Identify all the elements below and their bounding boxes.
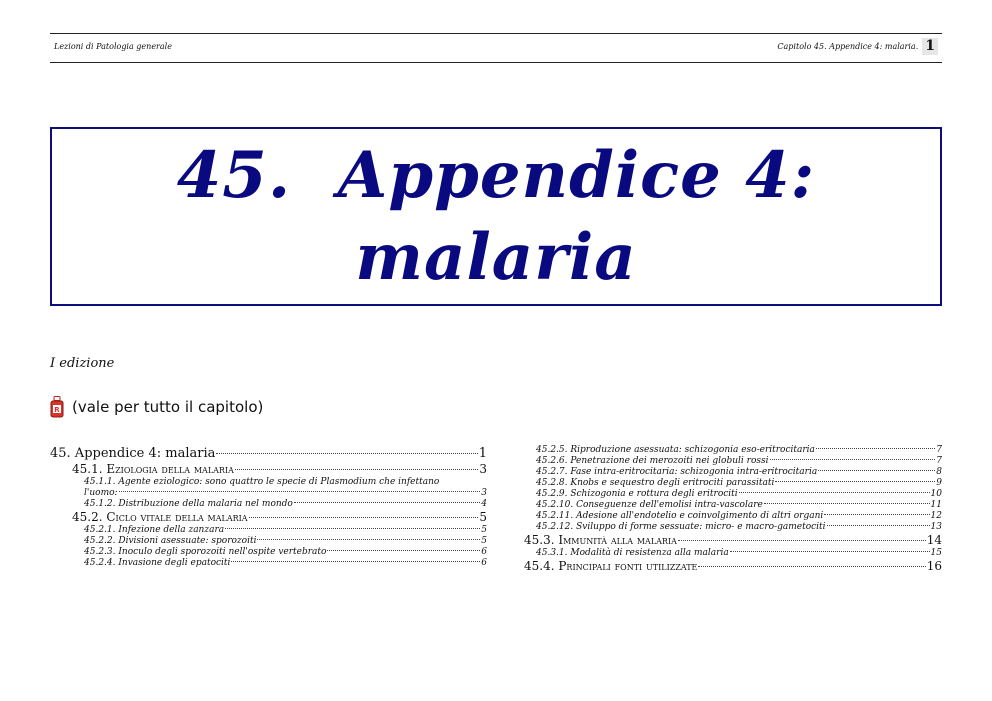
toc-left-column xyxy=(50,445,487,569)
header-chapter xyxy=(777,38,938,55)
toc-entry-page: 5 xyxy=(479,510,487,524)
toc-entry-title: 45.2.12. Sviluppo di forme sessuate: micro- e macro-gametociti xyxy=(536,522,826,532)
toc-entry-page: 4 xyxy=(481,499,487,509)
toc-entry-page: 8 xyxy=(936,467,942,477)
toc-entry-page: 10 xyxy=(930,489,942,499)
header-book-title: Lezioni di Patologia generale xyxy=(54,42,172,51)
toc-entry[interactable] xyxy=(524,533,942,548)
toc-entry-page: 15 xyxy=(930,548,942,558)
toc-entry[interactable] xyxy=(524,548,942,559)
toc-entry-page: 6 xyxy=(481,547,487,557)
page-header xyxy=(50,33,942,63)
toc-entry-title: 45. Appendice 4: malaria xyxy=(50,446,216,461)
page-number: 1 xyxy=(922,38,938,55)
chapter-title-box xyxy=(50,127,942,306)
toc-entry-page: 9 xyxy=(936,478,942,488)
toc-entry-title: 45.2. Ciclo vitale della malaria xyxy=(72,510,248,524)
toc-entry-title: 45.2.7. Fase intra-eritrocitaria: schizogonia intra-eritrocitaria xyxy=(536,467,818,477)
toc-entry[interactable] xyxy=(524,478,942,489)
toc-entry-page: 14 xyxy=(926,533,942,547)
toc-entry-page: 7 xyxy=(936,445,942,455)
toc-entry-title: 45.4. Principali fonti utilizzate xyxy=(524,559,698,573)
toc-entry-page: 5 xyxy=(481,525,487,535)
toc-entry-title: 45.2.9. Schizogonia e rottura degli eritrociti xyxy=(536,489,738,499)
toc-entry-title: 45.2.10. Conseguenze dell'emolisi intra-vascolare xyxy=(536,500,763,510)
toc-entry[interactable] xyxy=(50,510,487,525)
toc-entry-page: 3 xyxy=(479,462,487,476)
toc-entry[interactable] xyxy=(50,445,487,462)
toc-entry-title: 45.3.1. Modalità di resistenza alla malaria xyxy=(536,548,729,558)
toc-leader xyxy=(698,566,925,567)
toc-entry-title: 45.3. Immunità alla malaria xyxy=(524,533,677,547)
toc-entry-page: 16 xyxy=(926,559,942,573)
toc-leader xyxy=(818,470,935,471)
toc-entry[interactable] xyxy=(524,489,942,500)
toc-entry[interactable] xyxy=(524,559,942,574)
chapter-title-line2: malaria xyxy=(355,219,637,295)
toc-entry-title: 45.2.6. Penetrazione dei merozoiti nei globuli rossi xyxy=(536,456,769,466)
toc-entry-title: 45.2.4. Invasione degli epatociti xyxy=(84,558,231,568)
prescription-note xyxy=(50,396,263,418)
prescription-note-text: (vale per tutto il capitolo) xyxy=(72,398,264,416)
toc-entry[interactable] xyxy=(50,558,487,569)
chapter-title-line1: 45. Appendice 4: xyxy=(176,137,816,213)
toc-entry-title: 45.2.2. Divisioni asessuate: sporozoiti xyxy=(84,536,257,546)
toc-entry-page: 12 xyxy=(930,511,942,521)
toc-entry-title: 45.1. Eziologia della malaria xyxy=(72,462,234,476)
toc-entry-page: 11 xyxy=(930,500,942,510)
toc-leader xyxy=(235,469,478,470)
toc-right-column xyxy=(524,445,942,574)
toc-leader xyxy=(249,517,479,518)
toc-entry[interactable] xyxy=(50,547,487,558)
toc-leader xyxy=(231,561,480,562)
toc-entry[interactable] xyxy=(524,522,942,533)
toc-entry-title: 45.2.11. Adesione all'endotelio e coinvolgimento di altri organi xyxy=(536,511,824,521)
toc-leader xyxy=(739,492,930,493)
svg-text:R: R xyxy=(54,406,60,414)
toc-entry-title: 45.2.5. Riproduzione asessuata: schizogonia eso-eritrocitaria xyxy=(536,445,815,455)
toc-entry-page: 3 xyxy=(481,488,487,498)
toc-entry-title: 45.1.1. Agente eziologico: sono quattro le specie di Plasmodium che infettano xyxy=(84,477,440,487)
toc-leader xyxy=(294,502,480,503)
toc-entry-page: 5 xyxy=(481,536,487,546)
toc-entry-page: 13 xyxy=(930,522,942,532)
toc-entry[interactable] xyxy=(524,467,942,478)
toc-entry[interactable] xyxy=(50,499,487,510)
toc-entry-title: 45.2.8. Knobs e sequestro degli eritrociti parassitati xyxy=(536,478,775,488)
chapter-title xyxy=(177,135,816,299)
toc-entry[interactable] xyxy=(524,500,942,511)
toc-entry-title-continued: l'uomo: xyxy=(84,488,118,498)
toc-leader xyxy=(816,448,935,449)
toc-entry[interactable] xyxy=(524,445,942,456)
toc-leader xyxy=(775,481,935,482)
toc-leader xyxy=(225,528,480,529)
toc-leader xyxy=(770,459,936,460)
prescription-icon xyxy=(50,396,64,418)
toc-leader xyxy=(764,503,930,504)
edition-label: I edizione xyxy=(50,356,115,371)
toc-leader xyxy=(678,540,926,541)
toc-leader xyxy=(119,491,481,492)
toc-entry[interactable] xyxy=(50,525,487,536)
toc-entry[interactable] xyxy=(524,456,942,467)
toc-entry-page: 6 xyxy=(481,558,487,568)
toc-entry-title: 45.2.3. Inoculo degli sporozoiti nell'ospite vertebrato xyxy=(84,547,327,557)
toc-entry-page: 1 xyxy=(478,446,487,461)
header-chapter-title: Capitolo 45. Appendice 4: malaria. xyxy=(777,42,919,51)
toc-leader xyxy=(824,514,929,515)
toc-entry[interactable] xyxy=(50,462,487,477)
toc-leader xyxy=(730,551,930,552)
toc-entry[interactable] xyxy=(50,477,487,499)
toc-leader xyxy=(327,550,480,551)
toc-leader xyxy=(216,453,477,454)
toc-entry-page: 7 xyxy=(936,456,942,466)
toc-entry[interactable] xyxy=(524,511,942,522)
toc-entry-title: 45.1.2. Distribuzione della malaria nel mondo xyxy=(84,499,293,509)
toc-leader xyxy=(257,539,480,540)
toc-entry[interactable] xyxy=(50,536,487,547)
toc-leader xyxy=(827,525,930,526)
toc-entry-title: 45.2.1. Infezione della zanzara xyxy=(84,525,225,535)
